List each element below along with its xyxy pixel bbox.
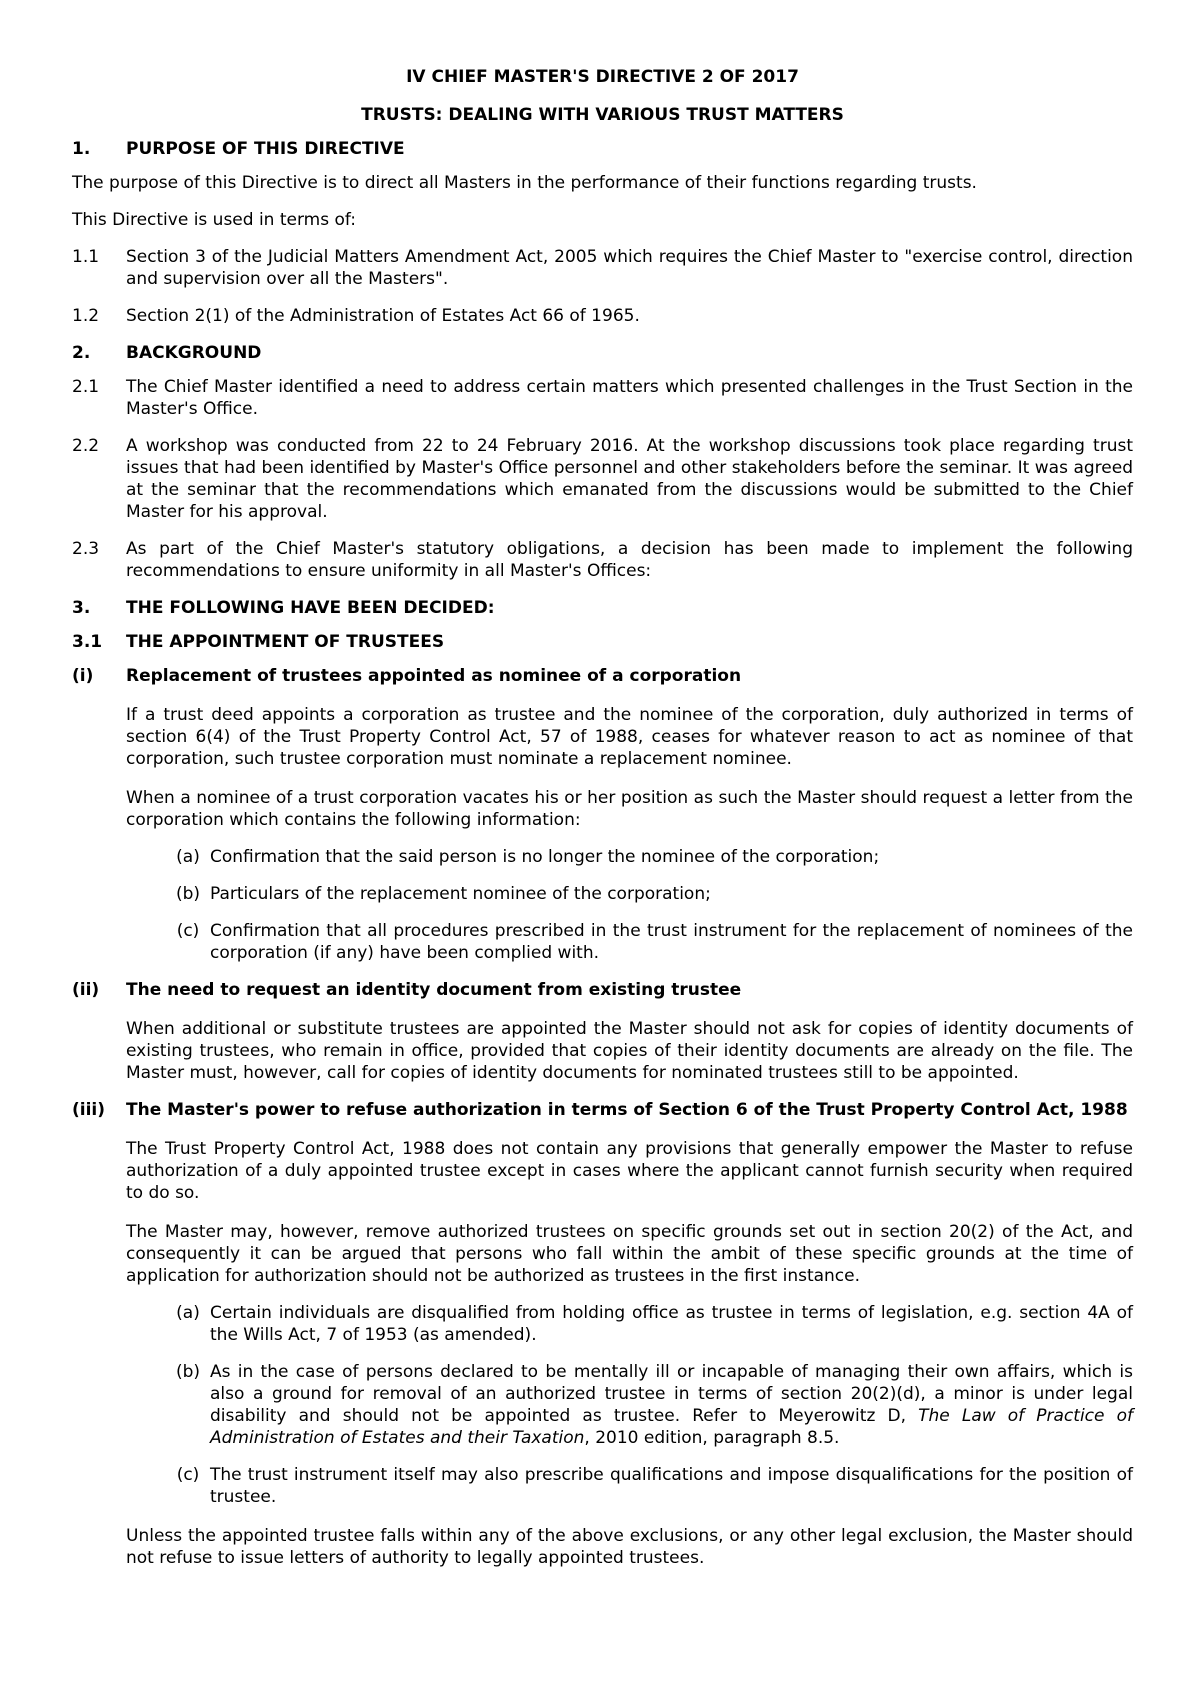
item-text: As part of the Chief Master's statutory obligations, a decision has been made to implement the following recommendations to ensure uniformity in all Master's Offices: [126,539,1133,581]
item-text: A workshop was conducted from 22 to 24 February 2016. At the workshop discussions took place regarding trust issues that had been identified by Master's Office personnel and other stakeholders before the seminar. It was agreed at the seminar that the recommendations which emanated from the discussions would be submitted to the Chief Master for his approval. [126,436,1133,522]
paragraph: When a nominee of a trust corporation vacates his or her position as such the Master should request a letter from the corporation which contains the following information: [126,788,1133,830]
subsection-number: (iii) [72,1100,106,1120]
item-number: 2.1 [72,377,100,397]
item-number: 2.3 [72,539,100,559]
paragraph: This Directive is used in terms of: [72,210,357,230]
paragraph: When additional or substitute trustees are appointed the Master should not ask for copies of identity documents of existing trustees, who remain in office, provided that copies of their identity documents are already on the file. The Master must, however, call for copies of identity documents for nominated trustees still to be appointed. [126,1019,1133,1083]
item-text: Section 3 of the Judicial Matters Amendment Act, 2005 which requires the Chief Master to "exercise control, direction and supervision over all the Masters". [126,247,1133,289]
document-subtitle: TRUSTS: DEALING WITH VARIOUS TRUST MATTERS [361,105,844,125]
section-number: 3. [72,598,91,618]
section-number: 1. [72,139,91,159]
item-text-part: , 2010 edition, paragraph 8.5. [584,1428,840,1448]
list-item [166,1464,1133,1508]
item-text-part: As in the case of persons declared to be mentally ill or incapable of managing their own affairs, which is also a ground for removal of an authorized trustee in terms of section 20(2)(d), a minor is under legal disability and should not be appointed as trustee. Refer to Meyerowitz D, [210,1362,1133,1426]
paragraph: The Trust Property Control Act, 1988 does not contain any provisions that generally empower the Master to refuse authorization of a duly appointed trustee except in cases where the applicant cannot furnish security when required to do so. [126,1139,1133,1203]
item-letter: (b) [175,884,201,904]
paragraph: If a trust deed appoints a corporation as trustee and the nominee of the corporation, duly authorized in terms of section 6(4) of the Trust Property Control Act, 57 of 1988, ceases for whatever reason to act as nominee of that corporation, such trustee corporation must nominate a replacement nominee. [126,705,1133,769]
list-item [72,538,1133,582]
item-letter: (c) [176,1465,200,1485]
subsection-number: (ii) [72,980,100,1000]
list-item [72,435,1133,523]
subsection-ii-heading [72,979,1133,1001]
item-text: Certain individuals are disqualified from holding office as trustee in terms of legislation, e.g. section 4A of the Wills Act, 7 of 1953 (as amended). [210,1303,1133,1345]
item-text: The trust instrument itself may also prescribe qualifications and impose disqualifications for the position of trustee. [210,1465,1133,1507]
item-letter: (a) [176,847,200,867]
item-number: 1.1 [72,247,100,267]
section-1-heading [72,138,1133,160]
item-number: 2.2 [72,436,100,456]
item-number: 1.2 [72,306,100,326]
subsection-title: Replacement of trustees appointed as nominee of a corporation [126,666,742,686]
list-item [72,246,1133,290]
section-3-heading [72,597,1133,619]
section-number: 3.1 [72,632,103,652]
book-title: The Law of Practice of Administration of Estates and their Taxation [210,1406,1133,1448]
section-title: PURPOSE OF THIS DIRECTIVE [126,139,405,159]
item-letter: (c) [176,921,200,941]
section-3-1-heading [72,631,1133,653]
list-item [166,1361,1133,1449]
document-title: IV CHIEF MASTER'S DIRECTIVE 2 OF 2017 [406,67,799,87]
list-item [166,846,1133,868]
list-item [72,376,1133,420]
subsection-title: The Master's power to refuse authorization in terms of Section 6 of the Trust Property Control Act, 1988 [126,1100,1128,1120]
list-item [166,883,1133,905]
paragraph: The purpose of this Directive is to direct all Masters in the performance of their functions regarding trusts. [72,173,977,193]
item-letter: (a) [176,1303,200,1323]
list-item [166,920,1133,964]
item-letter: (b) [175,1362,201,1382]
item-text: The Chief Master identified a need to address certain matters which presented challenges in the Trust Section in the Master's Office. [126,377,1133,419]
list-item [166,1302,1133,1346]
item-text: Confirmation that all procedures prescribed in the trust instrument for the replacement of nominees of the corporation (if any) have been complied with. [210,921,1133,963]
list-item [72,305,1133,327]
paragraph: The Master may, however, remove authorized trustees on specific grounds set out in section 20(2) of the Act, and consequently it can be argued that persons who fall within the ambit of these specific grounds at the time of application for authorization should not be authorized as trustees in the first instance. [126,1222,1133,1286]
section-title: THE APPOINTMENT OF TRUSTEES [126,632,445,652]
subsection-number: (i) [72,666,94,686]
section-2-heading [72,342,1133,364]
subsection-title: The need to request an identity document from existing trustee [126,980,742,1000]
item-text: Particulars of the replacement nominee of the corporation; [210,884,711,904]
paragraph: Unless the appointed trustee falls within any of the above exclusions, or any other legal exclusion, the Master should not refuse to issue letters of authority to legally appointed trustees. [126,1526,1133,1568]
section-title: BACKGROUND [126,343,262,363]
section-number: 2. [72,343,91,363]
section-title: THE FOLLOWING HAVE BEEN DECIDED: [126,598,495,618]
subsection-iii-heading [72,1099,1133,1121]
item-text [210,1361,1133,1449]
subsection-i-heading [72,665,1133,687]
item-text: Confirmation that the said person is no longer the nominee of the corporation; [210,847,880,867]
item-text: Section 2(1) of the Administration of Estates Act 66 of 1965. [126,306,640,326]
